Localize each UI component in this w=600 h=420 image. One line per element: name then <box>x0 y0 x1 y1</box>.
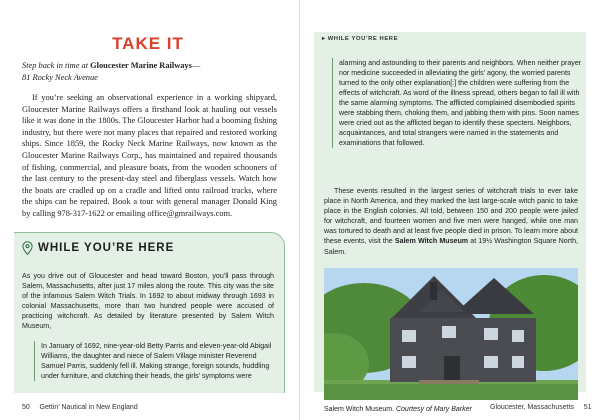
right-footer <box>490 404 592 411</box>
sidebar-header <box>22 241 174 255</box>
address: 81 Rocky Neck Avenue <box>22 72 98 82</box>
continued-quote: alarming and astounding to their parents and neighbors. When neither prayer nor medicine succeeded in alleviating the girls’ agony, the worried parents turned to the only other explanation[:] the children were suffering from the effects of witchcraft. As word of the illness spread, others began to fall ill with the same alarming symptoms. The afflicted complained disembodied spirits were stabbing them, choking them, and jabbing them with pins. Soon names were cried out as the afflicted began to identify these specters. Neighbors, acquaintances, and total strangers were named in the statements and examinations that followed. <box>332 58 583 148</box>
running-head: Gloucester, Massachusetts <box>490 404 575 411</box>
events-paragraph <box>324 186 578 257</box>
while-youre-here-sidebar <box>14 232 285 393</box>
events-text: These events resulted in the largest series of witchcraft trials to ever take place in North America, and they marked the last large-scale witch panic to take place in the English colonies. All told, between 150 and 200 people were jailed for witchcraft, and fourteen women and five men were hanged, while one man was tortured to death and at least five people died in prison. To learn more about these events, visit the <box>324 187 578 246</box>
location-pin-icon <box>22 241 33 255</box>
intro-bold: Gloucester Marine Railways <box>90 61 192 70</box>
intro-dash: — <box>191 61 201 70</box>
caption-credit: Courtesy of Mary Barker <box>395 406 472 413</box>
page-number: 50 <box>22 404 30 411</box>
caption-main: Salem Witch Museum. <box>324 406 395 413</box>
sidebar-quote: In January of 1692, nine-year-old Betty Parris and eleven-year-old Abigail Williams, the daughter and niece of Salem Village minister Reverend Samuel Parris, suddenly fell ill. Making strange, foreign sounds, huddling under furniture, and clutching their heads, the girls’ symptoms were <box>34 341 281 381</box>
running-head: Gettin’ Nautical in New England <box>39 404 138 411</box>
intro-italic: Step back in time at <box>22 61 89 70</box>
right-page <box>300 0 600 420</box>
body-paragraph: If you’re seeking an observational experience in a working shipyard, Gloucester Marine Railways offers a firsthand look at hauling out vessels like it was done in the 1800s. The Gloucester Harbor had a booming fishing industry, but there were not many places that repaired and restored working ships. Since 1859, the Rocky Neck Marine Railways, now known as the Gloucester Marine Railways Corp., has maintained and repaired thousands of fishing, commercial, and pleasure boats, from the wooden schooners of the last century to the present-day steel and fiberglass vessels. Watch how the boats are cradled up on a cradle and lifted onto railroad tracks, where the ships can be repaired. Book a tour with general manager Donald King by calling 978-317-1622 or emailing office@gmrailways.com. <box>22 93 277 218</box>
museum-name: Salem Witch Museum <box>394 237 469 246</box>
house-illustration <box>324 268 578 400</box>
salem-witch-museum-photo <box>324 268 578 400</box>
page-number: 51 <box>583 404 592 411</box>
sidebar-paragraph: As you drive out of Gloucester and head toward Boston, you’ll pass through Salem, Massachusetts, after just 17 miles along the route. This city was the site of the infamous Salem Witch Trials. In 1692 to about midway through 1693 in colonial Massachusetts, more than two hundred people were accused of practicing witchcraft. As detailed by literature presented by Salem Witch Museum, <box>22 272 274 331</box>
intro-line <box>22 60 277 83</box>
left-footer <box>22 404 138 411</box>
sidebar-running-label: ▸ WHILE YOU’RE HERE <box>322 36 399 42</box>
events-text-end: at 19½ Washington Square North, Salem. <box>324 237 578 256</box>
sidebar-title: WHILE YOU’RE HERE <box>38 242 175 254</box>
page-title: TAKE IT <box>112 34 184 53</box>
